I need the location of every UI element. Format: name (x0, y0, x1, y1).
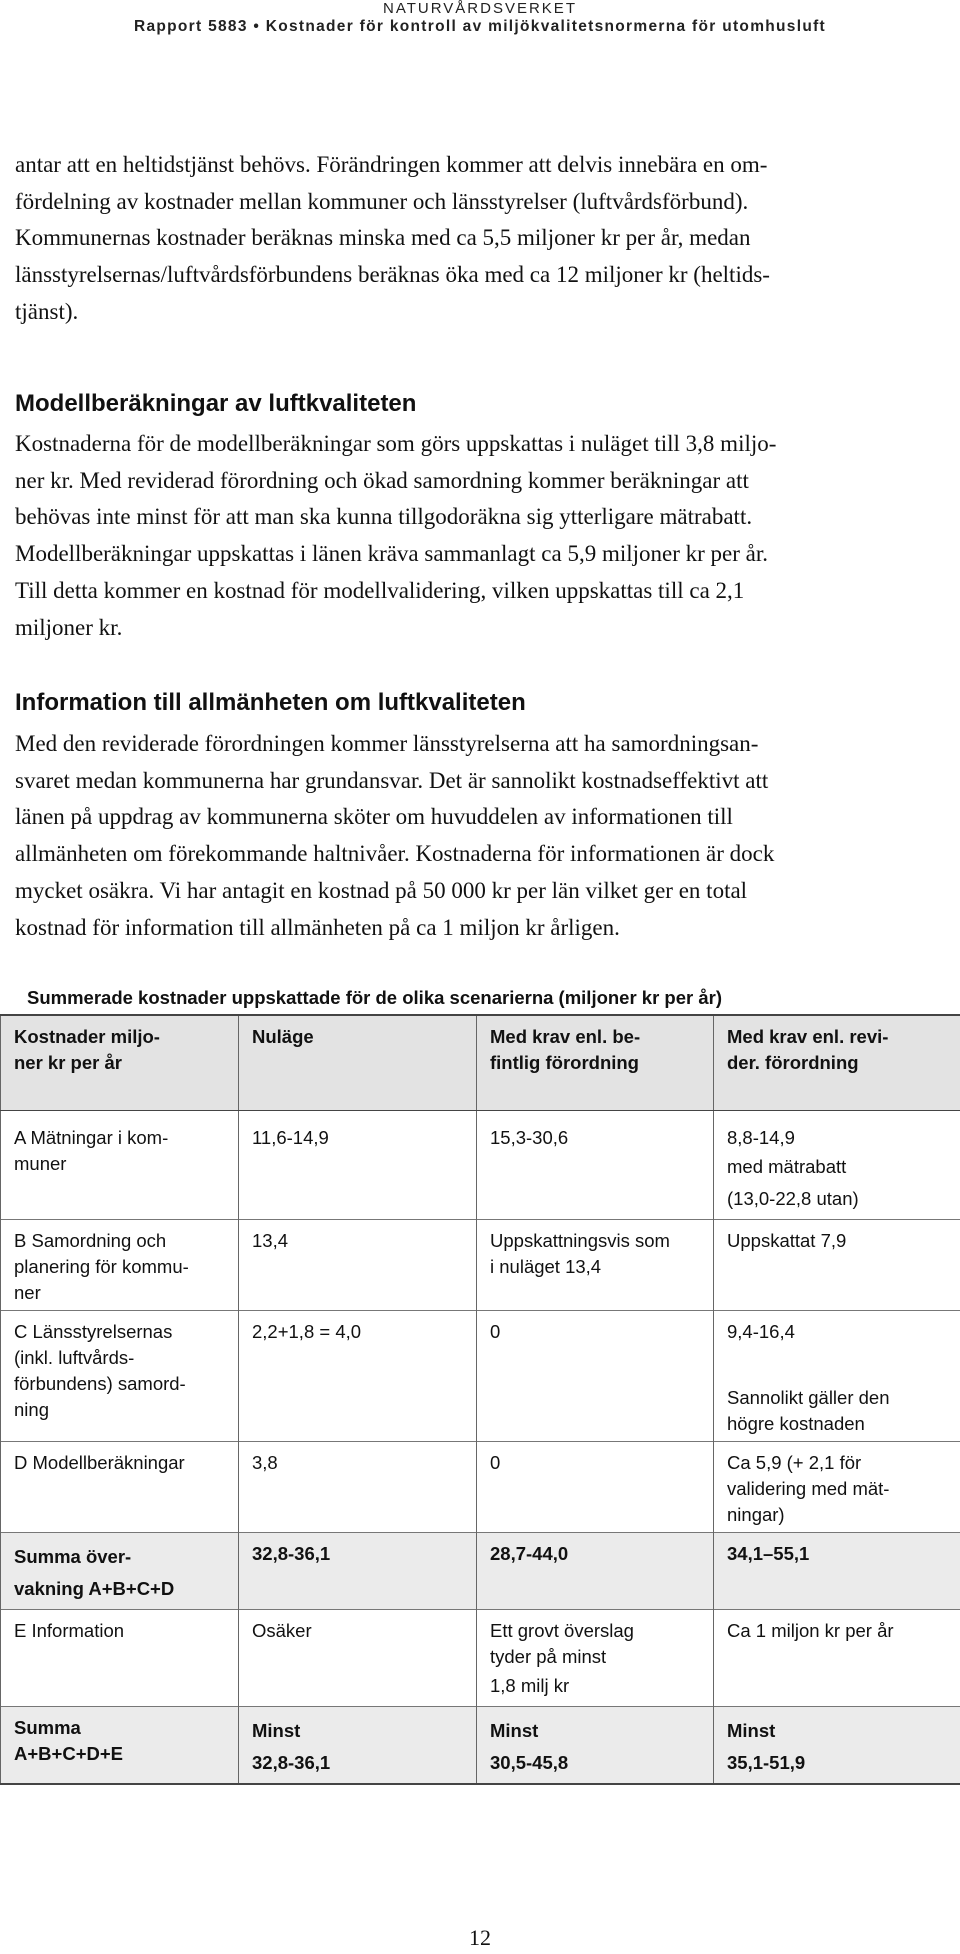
row-d-revised: Ca 5,9 (+ 2,1 för validering med mät- ningar) (714, 1442, 960, 1533)
table-caption: Summerade kostnader uppskattade för de olika scenarierna (miljoner kr per år) (27, 987, 723, 1008)
row-c-existing: 0 (477, 1311, 714, 1442)
row-c-revised-value: 9,4-16,4 (727, 1321, 795, 1342)
row-a-existing: 15,3-30,6 (477, 1111, 714, 1220)
row-sum1-current: 32,8-36,1 (239, 1533, 477, 1610)
row-c-revised-note: Sannolikt gäller den högre kostnaden (727, 1387, 890, 1434)
header-cost-category: Kostnader miljo- ner kr per år (1, 1015, 239, 1111)
heading-model-calculations: Modellberäkningar av luftkvaliteten (15, 390, 417, 417)
table-row (1, 1610, 960, 1707)
header-revised-regulation: Med krav enl. revi- der. förordning (714, 1015, 960, 1111)
row-c-spacer (727, 1345, 950, 1385)
organization-name: NATURVÅRDSVERKET (383, 0, 577, 17)
row-sum1-revised: 34,1–55,1 (714, 1533, 960, 1610)
table-row (1, 1220, 960, 1311)
table-header-row (1, 1015, 960, 1111)
row-e-current: Osäker (239, 1610, 477, 1707)
row-sum1-label (1, 1533, 239, 1610)
row-e-existing-note: 1,8 milj kr (490, 1675, 570, 1696)
paragraph-public-information: Med den reviderade förordningen kommer länsstyrelserna att ha samordningsan- svaret medan kommunerna har grundansvar. Det är sannolikt kostnadseffektivt att länen på uppdrag av kommunerna sköter om huvuddelen av informationen till allmänheten om förekommande haltnivåer. Kostnaderna för informationen är dock mycket osäkra. Vi har antagit en kostnad på 50 000 kr per län vilket ger en total kostnad för information till allmänheten på ca 1 miljon kr årligen. (15, 731, 775, 940)
row-e-revised: Ca 1 miljon kr per år (714, 1610, 960, 1707)
table-row (1, 1111, 960, 1220)
heading-public-information: Information till allmänheten om luftkvaliteten (15, 689, 526, 716)
header-current: Nuläge (239, 1015, 477, 1111)
page-header (0, 0, 960, 37)
row-sum1-label-2: vakning A+B+C+D (14, 1578, 175, 1599)
row-sum2-revised (714, 1707, 960, 1785)
page-number: 12 (469, 1925, 491, 1950)
row-a-label: A Mätningar i kom- muner (1, 1111, 239, 1220)
row-b-revised: Uppskattat 7,9 (714, 1220, 960, 1311)
row-sum2-existing (477, 1707, 714, 1785)
row-d-existing: 0 (477, 1442, 714, 1533)
row-sum2-current-1: Minst (252, 1720, 301, 1741)
paragraph-intro: antar att en heltidstjänst behövs. Förändringen kommer att delvis innebära en om- fördelning av kostnader mellan kommuner och länsstyrelser (luftvårdsförbund). Kommunernas kostnader beräknas minska med ca 5,5 miljoner kr per år, medan länsstyrelsernas/luftvårdsförbundens beräknas öka med ca 12 miljoner kr (heltids- tjänst). (15, 152, 770, 324)
row-a-revised-note-1: med mätrabatt (727, 1156, 847, 1177)
row-c-current: 2,2+1,8 = 4,0 (239, 1311, 477, 1442)
row-sum2-label: Summa A+B+C+D+E (1, 1707, 239, 1785)
row-b-label: B Samordning och planering för kommu- ner (1, 1220, 239, 1311)
row-c-label: C Länsstyrelsernas (inkl. luftvårds- förbundens) samord- ning (1, 1311, 239, 1442)
row-sum2-current-2: 32,8-36,1 (252, 1752, 331, 1773)
row-c-revised (714, 1311, 960, 1442)
table-row (1, 1311, 960, 1442)
row-sum2-revised-2: 35,1-51,9 (727, 1752, 806, 1773)
row-sum2-existing-2: 30,5-45,8 (490, 1752, 569, 1773)
row-a-revised-note-2: (13,0-22,8 utan) (727, 1188, 859, 1209)
table-row (1, 1533, 960, 1610)
paragraph-model-calculations: Kostnaderna för de modellberäkningar som görs uppskattas i nuläget till 3,8 miljo- ner kr. Med reviderad förordning och ökad samordning kommer beräkningar att behövas inte minst för att man ska kunna tillgodoräkna sig ytterligare mätrabatt. Modellberäkningar uppskattas i länen kräva sammanlagt ca 5,9 miljoner kr per år. Till detta kommer en kostnad för modellvalidering, vilken uppskattas till ca 2,1 miljoner kr. (15, 431, 777, 640)
report-title: Rapport 5883 • Kostnader för kontroll av miljökvalitetsnormerna för utomhusluft (133, 18, 827, 35)
row-a-revised-value: 8,8-14,9 (727, 1127, 795, 1148)
row-a-current: 11,6-14,9 (239, 1111, 477, 1220)
row-d-current: 3,8 (239, 1442, 477, 1533)
row-sum2-revised-1: Minst (727, 1720, 776, 1741)
row-e-label: E Information (1, 1610, 239, 1707)
table-row (1, 1707, 960, 1785)
row-sum2-current (239, 1707, 477, 1785)
row-b-current: 13,4 (239, 1220, 477, 1311)
row-sum2-existing-1: Minst (490, 1720, 539, 1741)
row-sum1-existing: 28,7-44,0 (477, 1533, 714, 1610)
row-e-existing-value: Ett grovt överslag tyder på minst (490, 1620, 634, 1667)
row-e-existing (477, 1610, 714, 1707)
row-a-revised (714, 1111, 960, 1220)
table-row (1, 1442, 960, 1533)
row-d-label: D Modellberäkningar (1, 1442, 239, 1533)
row-sum1-label-1: Summa över- (14, 1546, 132, 1567)
cost-summary-table (0, 1014, 960, 1785)
row-b-existing: Uppskattningsvis som i nuläget 13,4 (477, 1220, 714, 1311)
header-existing-regulation: Med krav enl. be- fintlig förordning (477, 1015, 714, 1111)
